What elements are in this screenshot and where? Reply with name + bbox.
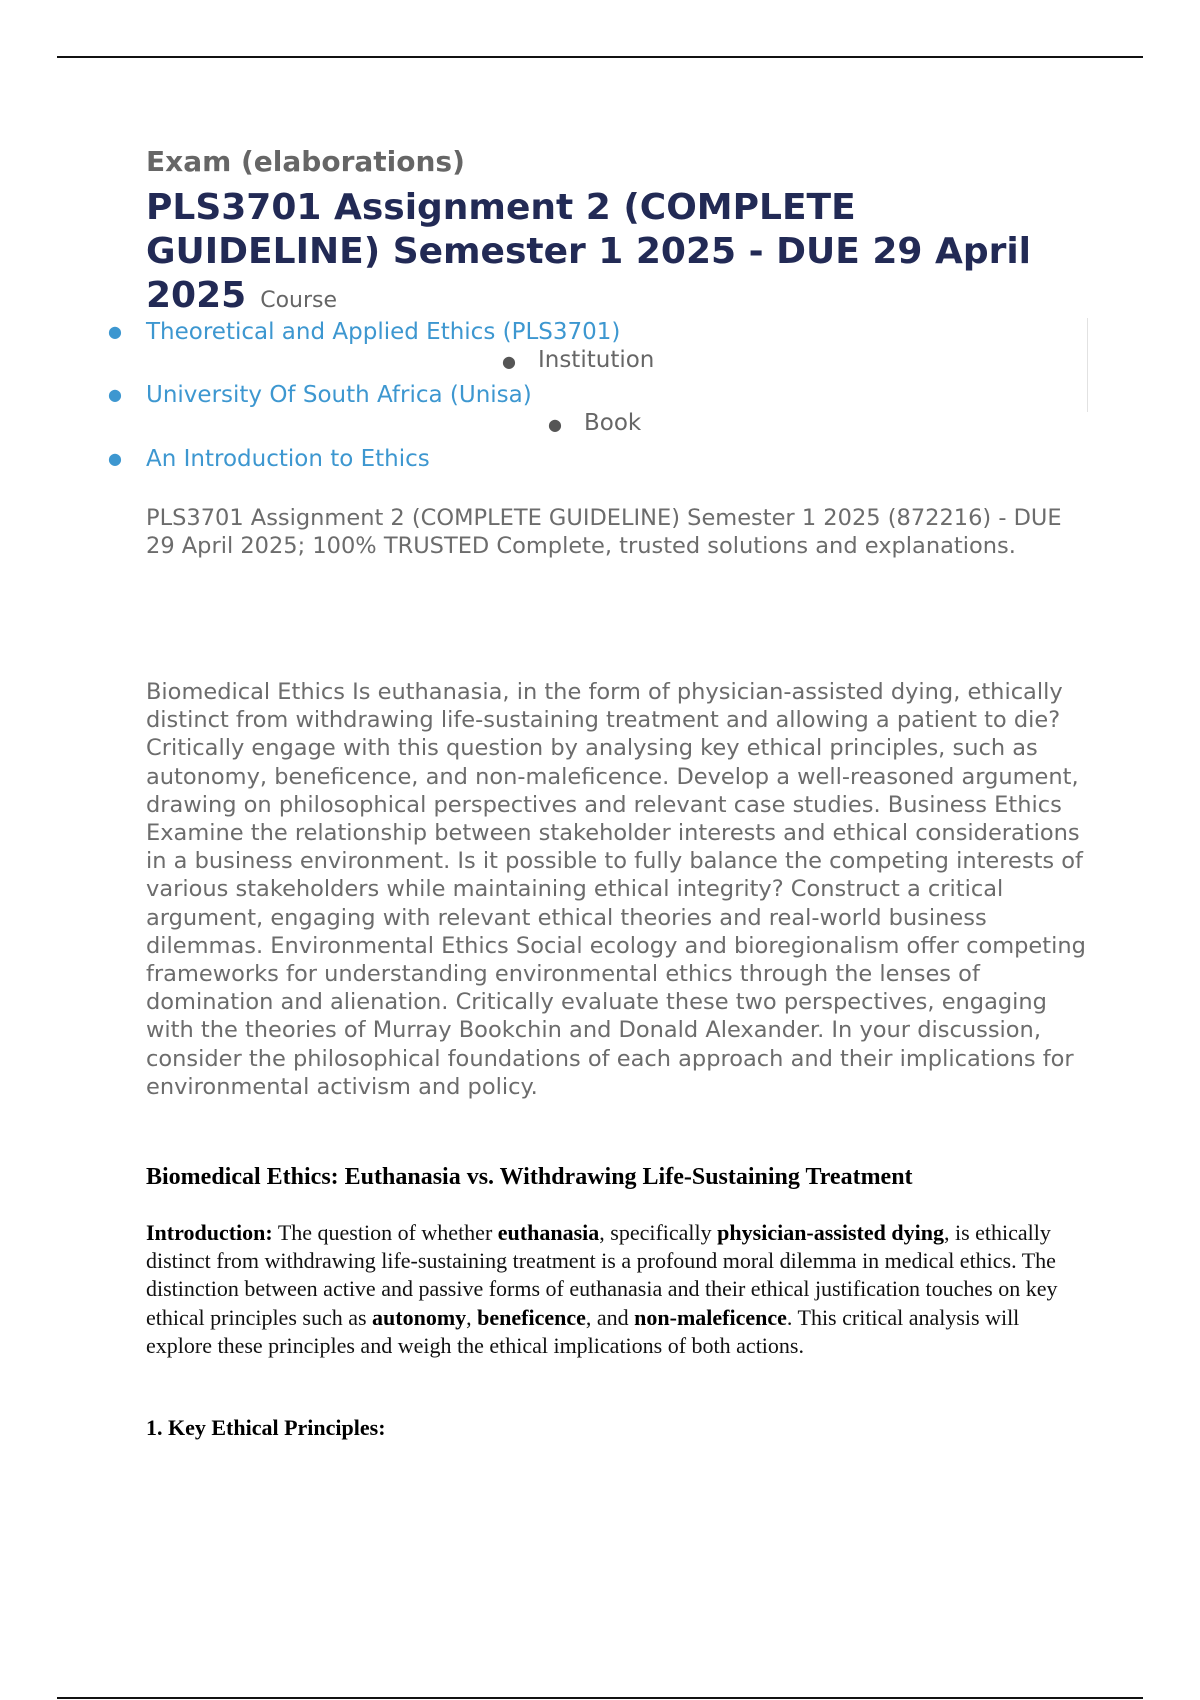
intro-term: autonomy bbox=[372, 1304, 467, 1330]
title-text: PLS3701 Assignment 2 (COMPLETE GUIDELINE) Semester 1 2025 - DUE 29 April 2025 bbox=[146, 187, 1032, 316]
bullet-icon: ● bbox=[108, 449, 122, 468]
intro-text: . This critical analysis will explore these principles and weigh the ethical implications of both actions. bbox=[146, 1304, 1020, 1358]
intro-text: , and bbox=[585, 1304, 635, 1330]
intro-term: euthanasia bbox=[497, 1220, 600, 1245]
intro-term: beneficence bbox=[477, 1304, 586, 1330]
intro-text: , bbox=[466, 1304, 478, 1330]
section-heading: 1. Key Ethical Principles: bbox=[146, 1415, 386, 1440]
institution-label: Institution bbox=[537, 347, 655, 373]
top-rule bbox=[57, 56, 1143, 58]
book-link[interactable]: An Introduction to Ethics bbox=[146, 446, 430, 472]
intro-text: , is ethically distinct from withdrawing life-sustaining treatment is a profound moral dilemma in medical ethics. The distinction between active and passive forms of euthanasia and their ethical justification touches on key ethical principles such as bbox=[146, 1220, 1058, 1330]
course-link[interactable]: Theoretical and Applied Ethics (PLS3701) bbox=[146, 319, 621, 345]
intro-text: , specifically bbox=[599, 1220, 718, 1245]
institution-meta bbox=[502, 345, 654, 375]
course-label: Course bbox=[260, 288, 338, 313]
side-divider bbox=[1087, 318, 1088, 412]
bottom-rule bbox=[57, 1697, 1143, 1699]
introduction-paragraph bbox=[146, 1219, 1081, 1360]
bullet-icon: ● bbox=[548, 415, 562, 434]
book-label: Book bbox=[583, 410, 642, 436]
bullet-icon: ● bbox=[502, 352, 516, 371]
intro-term: physician-assisted dying bbox=[717, 1220, 944, 1245]
book-meta bbox=[548, 408, 641, 438]
bullet-icon: ● bbox=[108, 385, 122, 404]
document-title bbox=[146, 186, 1076, 323]
document-type-label: Exam (elaborations) bbox=[146, 145, 465, 178]
bullet-icon: ● bbox=[108, 322, 122, 341]
intro-text: The question of whether bbox=[272, 1220, 498, 1245]
document-description: PLS3701 Assignment 2 (COMPLETE GUIDELINE) Semester 1 2025 (872216) - DUE 29 April 2025; 100% TRUSTED Complete, trusted solutions and explanations. bbox=[146, 505, 1062, 560]
answer-heading: Biomedical Ethics: Euthanasia vs. Withdrawing Life-Sustaining Treatment bbox=[146, 1164, 913, 1190]
intro-term: non-maleficence bbox=[634, 1304, 787, 1330]
question-text: Biomedical Ethics Is euthanasia, in the form of physician-assisted dying, ethically distinct from withdrawing life-sustaining treatment and allowing a patient to die? Critically engage with this question by analysing key ethical principles, such as autonomy, beneficence, and non-maleficence. Develop a well-reasoned argument, drawing on philosophical perspectives and relevant case studies. Business Ethics Examine the relationship between stakeholder interests and ethical considerations in a business environment. Is it possible to fully balance the competing interests of various stakeholders while maintaining ethical integrity? Construct a critical argument, engaging with relevant ethical theories and real-world business dilemmas. Environmental Ethics Social ecology and bioregionalism offer competing frameworks for understanding environmental ethics through the lenses of domination and alienation. Critically evaluate these two perspectives, engaging with the theories of Murray Bookchin and Donald Alexander. In your discussion, consider the philosophical foundations of each approach and their implications for environmental activism and policy. bbox=[146, 679, 1086, 1100]
institution-link[interactable]: University Of South Africa (Unisa) bbox=[146, 382, 532, 408]
intro-label: Introduction: bbox=[146, 1220, 273, 1245]
